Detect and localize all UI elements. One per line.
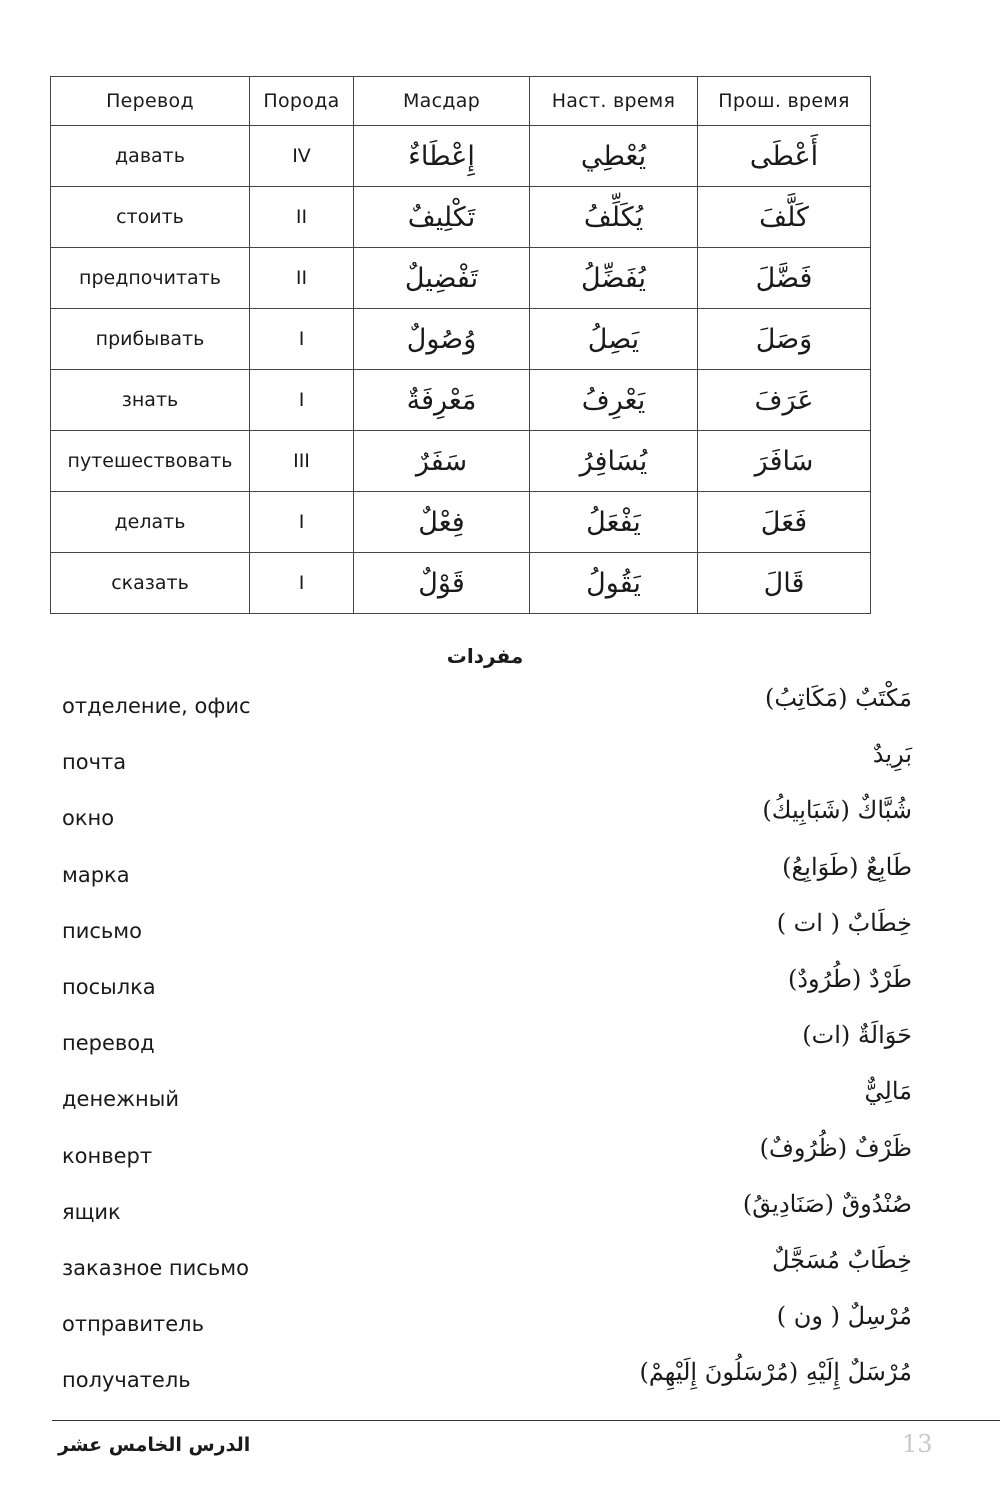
form-cell: I (250, 370, 354, 431)
translation-cell: путешествовать (51, 431, 250, 492)
vocab-russian: конверт (62, 1143, 153, 1168)
vocab-russian: отделение, офис (62, 694, 251, 718)
form-cell: II (250, 187, 354, 248)
present-cell: يُكَلِّفُ (530, 187, 698, 248)
present-cell: يُفَضِّلُ (530, 248, 698, 309)
past-cell: فَضَّلَ (698, 248, 871, 309)
list-item (62, 734, 912, 790)
lesson-title: الدرس الخامس عشر (58, 1434, 251, 1456)
translation-cell: предпочитать (51, 248, 250, 309)
present-cell: يَعْرِفُ (530, 370, 698, 431)
table-row (51, 248, 871, 309)
form-cell: I (250, 553, 354, 614)
list-item (62, 790, 912, 846)
vocab-russian: перевод (62, 1031, 155, 1056)
page-number: 13 (902, 1430, 933, 1458)
table-row (51, 187, 871, 248)
table-row (51, 370, 871, 431)
translation-cell: делать (51, 492, 250, 553)
vocab-arabic: مَكْتَبٌ (مَكَاتِبُ) (765, 684, 912, 712)
past-cell: فَعَلَ (698, 492, 871, 553)
vocab-russian: денежный (62, 1087, 179, 1112)
vocab-arabic: مُرْسَلٌ إِلَيْهِ (مُرْسَلُونَ إِلَيْهِمْ) (639, 1358, 912, 1387)
table-header-row (51, 77, 871, 126)
list-item (62, 903, 912, 959)
list-item (62, 847, 912, 903)
past-cell: عَرَفَ (698, 370, 871, 431)
vocab-arabic: خِطَابٌ ( ات ) (776, 908, 912, 937)
table-row (51, 431, 871, 492)
past-cell: وَصَلَ (698, 309, 871, 370)
present-cell: يُعْطِي (530, 126, 698, 187)
list-item (62, 1071, 912, 1127)
vocab-arabic: طَرْدٌ (طُرُودٌ) (787, 964, 912, 993)
present-cell: يَقُولُ (530, 553, 698, 614)
list-item (62, 1128, 912, 1184)
vocab-russian: письмо (62, 918, 142, 943)
translation-cell: давать (51, 126, 250, 187)
list-item (62, 1240, 912, 1296)
form-cell: I (250, 492, 354, 553)
header-present-tense: Наст. время (530, 77, 698, 126)
translation-cell: сказать (51, 553, 250, 614)
list-item (62, 1184, 912, 1240)
translation-cell: знать (51, 370, 250, 431)
vocab-russian: окно (62, 806, 115, 831)
vocab-arabic: طَابِعٌ (طَوَابِعُ) (782, 852, 912, 881)
table-row (51, 126, 871, 187)
vocab-russian: получатель (62, 1368, 191, 1393)
vocabulary-heading: مفردات (446, 644, 524, 668)
form-cell: I (250, 309, 354, 370)
vocab-arabic: مَالِيٌّ (864, 1077, 912, 1106)
vocab-arabic: بَرِيدٌ (872, 740, 912, 769)
masdar-cell: سَفَرٌ (354, 431, 530, 492)
vocab-russian: посылка (62, 974, 156, 999)
list-item (62, 1015, 912, 1071)
past-cell: سَافَرَ (698, 431, 871, 492)
masdar-cell: قَوْلٌ (354, 553, 530, 614)
vocab-russian: ящик (62, 1199, 121, 1224)
list-item (62, 1352, 912, 1408)
past-cell: أَعْطَى (698, 126, 871, 187)
vocab-arabic: مُرْسِلٌ ( ون ) (776, 1302, 912, 1331)
past-cell: قَالَ (698, 553, 871, 614)
vocab-russian: марка (62, 862, 130, 887)
header-form: Порода (250, 77, 354, 126)
present-cell: يُسَافِرُ (530, 431, 698, 492)
vocab-arabic: خِطَابٌ مُسَجَّلٌ (772, 1245, 912, 1274)
present-cell: يَصِلُ (530, 309, 698, 370)
masdar-cell: مَعْرِفَةٌ (354, 370, 530, 431)
masdar-cell: إِعْطَاءٌ (354, 126, 530, 187)
masdar-cell: تَفْضِيلٌ (354, 248, 530, 309)
header-translation: Перевод (51, 77, 250, 126)
table-row (51, 309, 871, 370)
vocab-arabic: ظَرْفٌ (ظُرُوفٌ) (759, 1133, 912, 1162)
list-item (62, 959, 912, 1015)
translation-cell: прибывать (51, 309, 250, 370)
form-cell: III (250, 431, 354, 492)
translation-cell: стоить (51, 187, 250, 248)
list-item (62, 678, 912, 734)
vocab-russian: заказное письмо (62, 1255, 249, 1280)
table-row (51, 492, 871, 553)
verb-conjugation-table (50, 76, 871, 614)
table-row (51, 553, 871, 614)
vocab-arabic: شُبَّاكٌ (شَبَابِيكُ) (762, 796, 912, 825)
header-masdar: Масдар (354, 77, 530, 126)
vocab-arabic: حَوَالَةٌ (ات) (802, 1021, 912, 1050)
past-cell: كَلَّفَ (698, 187, 871, 248)
list-item (62, 1296, 912, 1352)
header-past-tense: Прош. время (698, 77, 871, 126)
masdar-cell: وُصُولٌ (354, 309, 530, 370)
form-cell: II (250, 248, 354, 309)
vocab-russian: почта (62, 750, 127, 775)
vocabulary-list (62, 678, 912, 1408)
masdar-cell: تَكْلِيفٌ (354, 187, 530, 248)
form-cell: IV (250, 126, 354, 187)
vocab-arabic: صُنْدُوقٌ (صَنَادِيقُ) (742, 1189, 912, 1218)
present-cell: يَفْعَلُ (530, 492, 698, 553)
vocab-russian: отправитель (62, 1312, 204, 1337)
footer-divider (52, 1420, 1000, 1421)
masdar-cell: فِعْلٌ (354, 492, 530, 553)
